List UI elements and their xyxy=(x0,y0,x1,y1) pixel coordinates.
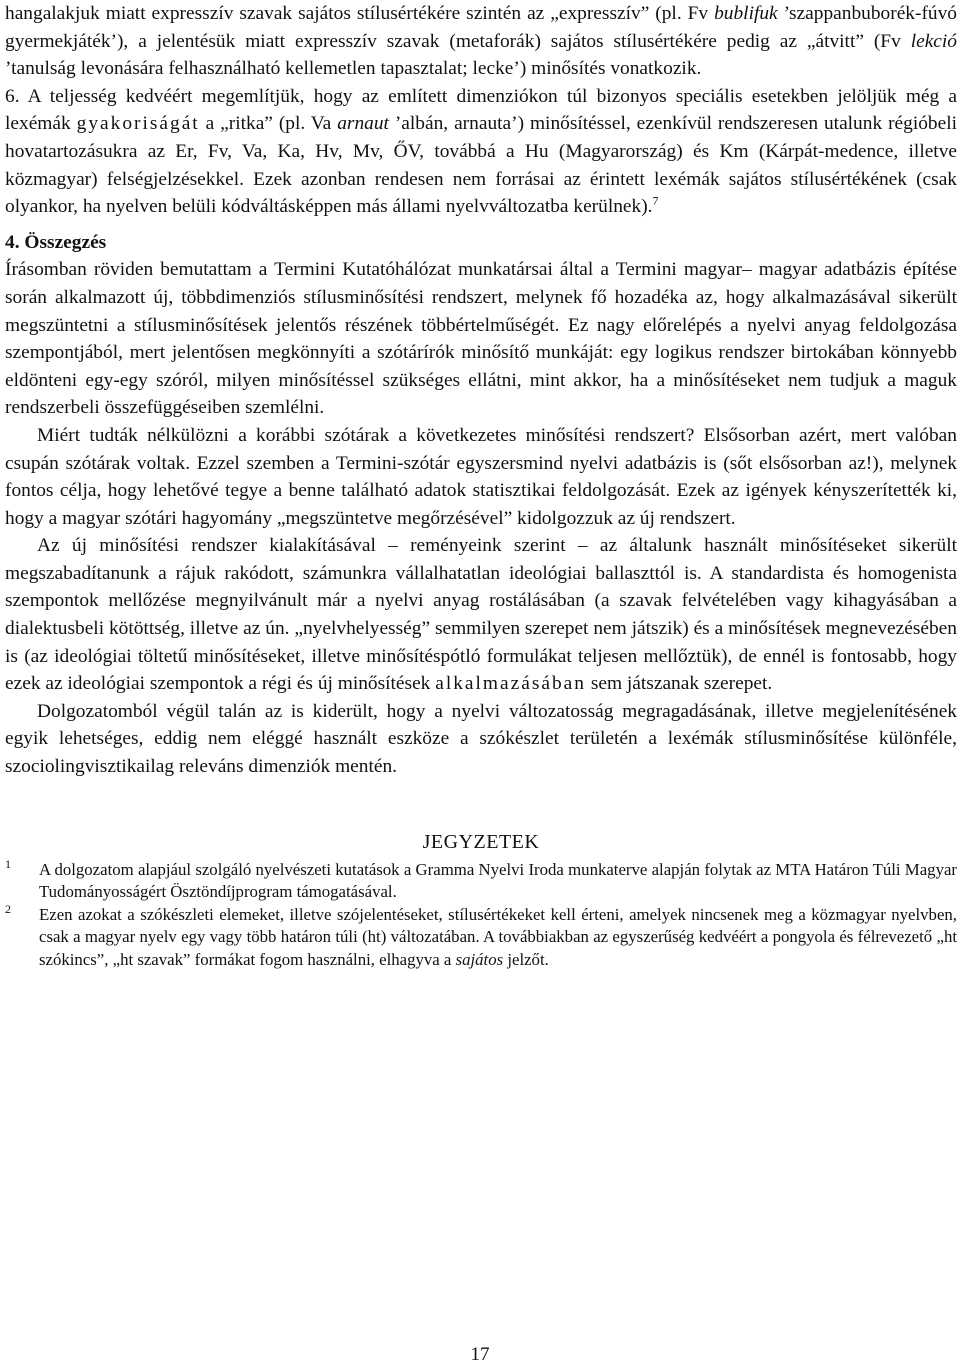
text-run: a „ritka” (pl. Va xyxy=(199,113,338,135)
footnote-number: 2 xyxy=(5,901,11,916)
text-run: ’tanulság levonására felhasználható kellemetlen tapasztalat; lecke’) minősítés vonatkozik. xyxy=(5,58,702,80)
paragraph-item-6 xyxy=(5,83,957,221)
text-run: 6. A teljesség kedvéért megemlítjük, hogy az említett dimenziókon túl bizonyos speciális esetekben jelöljük még a lexémák xyxy=(5,85,957,135)
footnote-2 xyxy=(5,901,957,972)
paragraph-summary-4 xyxy=(5,698,957,781)
text-run: Ezen azokat a szókészleti elemeket, illetve szójelentéseket, stílusértékeket kell érteni, amelyek nincsenek meg a közmagyar nyelvben, csak a magyar nyelv egy vagy több határon túli (ht) változatában. A továbbiakban az egyszerűség kedvéért a pongyola és félrevezető „ht szókincs”, „ht szavak” formákat fogom használni, elhagyva a xyxy=(39,904,957,969)
page-number: 17 xyxy=(470,1344,490,1365)
text-run: jelzőt. xyxy=(503,949,549,969)
paragraph-summary-1 xyxy=(5,256,957,422)
paragraph-summary-2 xyxy=(5,422,957,532)
text-run: Dolgozatomból végül talán az is kiderült, hogy a nyelvi változatosság megragadásának, illetve megjelenítésének egyik lehetséges, eddig nem eléggé használt eszköze a szókészlet területén a lexémák stílusminősítése különféle, szociolingvisztikailag releváns dimenziók mentén. xyxy=(5,700,957,778)
text-run: ’szappanbuborék-fúvó gyermekjáték’), a jelentésük miatt expresszív szavak (metaforák) sajátos stílusértékére pedig az „átvitt” (Fv xyxy=(5,3,958,52)
footnote-ref: 7 xyxy=(652,193,659,208)
paragraph-continuation xyxy=(5,0,957,83)
text-run: ’albán, arnauta’) minősítéssel, ezenkívül rendszeresen utalunk régióbeli hovatartozásukra az Er, Fv, Va, Ka, Hv, Mv, ŐV, továbbá a Hu (Magyarország) és Km (Kárpát-medence, illetve közmagyar) felségjelzésekkel. Ezek azonban rendesen nem forrásai az érintett lexémák sajátos stílusértékének (csak olyankor, ha nyelven belüli kódváltásképpen más állami nyelvváltozatba kerülnek). xyxy=(5,113,957,218)
text-run: Írásomban röviden bemutattam a Termini Kutatóhálózat munkatársai által a Termini magyar– magyar adatbázis építése során alkalmazott új, többdimenziós stílusminősítési rendszert, melynek fő hozadéka az, hogy alkalmazásával sikerült megszüntetni a stílusminősítések jelentős részének többértelműségét. Ez nagy előrelépés a nyelvi anyag feldolgozása szempontjából, mert jelentősen megkönnyíti a szótárírók minősítő munkáját: egy logikus rendszer birtokában könnyebb eldönteni egy-egy szóról, milyen minősítéssel szükséges ellátni, mint akkor, ha a minősítéseket nem tudjuk a maguk rendszerbeli összefüggéseiben szemlélni. xyxy=(5,259,957,419)
page xyxy=(5,0,957,971)
main-text xyxy=(5,0,957,781)
footnote-text xyxy=(39,860,957,902)
footnotes xyxy=(5,856,957,972)
spaced-emphasis: gyakoriságát xyxy=(76,113,200,135)
footnote-number: 1 xyxy=(5,856,11,871)
footnote-text xyxy=(39,905,957,969)
text-run: Miért tudták nélkülözni a korábbi szótárak a következetes minősítési rendszert? Elsősorban azért, mert valóban csupán szótárak voltak. Ezzel szemben a Termini-szótár egyszersmind nyelvi adatbázis is (sőt elsősorban az!), melynek fontos célja, hogy lehetővé tegye a benne található adatok statisztikai feldolgozását. Ezek az igények kényszerítették ki, hogy a magyar szótári hagyomány „megszüntetve megőrzésével” kidolgozzuk az új rendszert. xyxy=(5,424,957,529)
notes-title: JEGYZETEK xyxy=(422,830,540,853)
italic-term: bublifuk xyxy=(714,3,778,24)
italic-term: sajátos xyxy=(455,949,504,969)
text-run: sem játszanak szerepet. xyxy=(585,673,773,695)
footnote-1 xyxy=(5,856,957,904)
text-run: Az új minősítési rendszer kialakításával – reményeink szerint – az általunk használt minősítéseket sikerült megszabadítanunk a rájuk rakódott, számunkra vállalhatatlan ideológiai ballaszttól is. A standardista és homogenista szempontok mellőzése megnyilvánult már a nyelvi anyag rostálásában (a szavak felvételében vagy kihagyásában a dialektusbeli kötöttség, illetve az ún. „nyelvhelyesség” semmilyen szerepet nem játszik) és a minősítések megnevezésében is (az ideológiai töltetű minősítéseket, illetve minősítéspótló formulákat teljesen mellőztük), de ennél is fontosabb, hogy ezek az ideológiai szempontok a régi és új minősítések xyxy=(5,535,957,695)
text-run: A dolgozatom alapjául szolgáló nyelvészeti kutatások a Gramma Nyelvi Iroda munkaterve alapján folytak az MTA Határon Túli Magyar Tudományosságért Ösztöndíjprogram támogatásával. xyxy=(39,859,957,902)
paragraph-summary-3 xyxy=(5,532,957,698)
italic-term: arnaut xyxy=(337,113,389,135)
text-run: hangalakjuk miatt expresszív szavak sajátos stílusértékére szintén az „expresszív” (pl. Fv xyxy=(5,3,715,24)
section-heading: 4. Összegzés xyxy=(5,231,107,253)
spaced-emphasis: alkalmazásában xyxy=(435,673,586,695)
italic-term: lekció xyxy=(910,30,957,52)
